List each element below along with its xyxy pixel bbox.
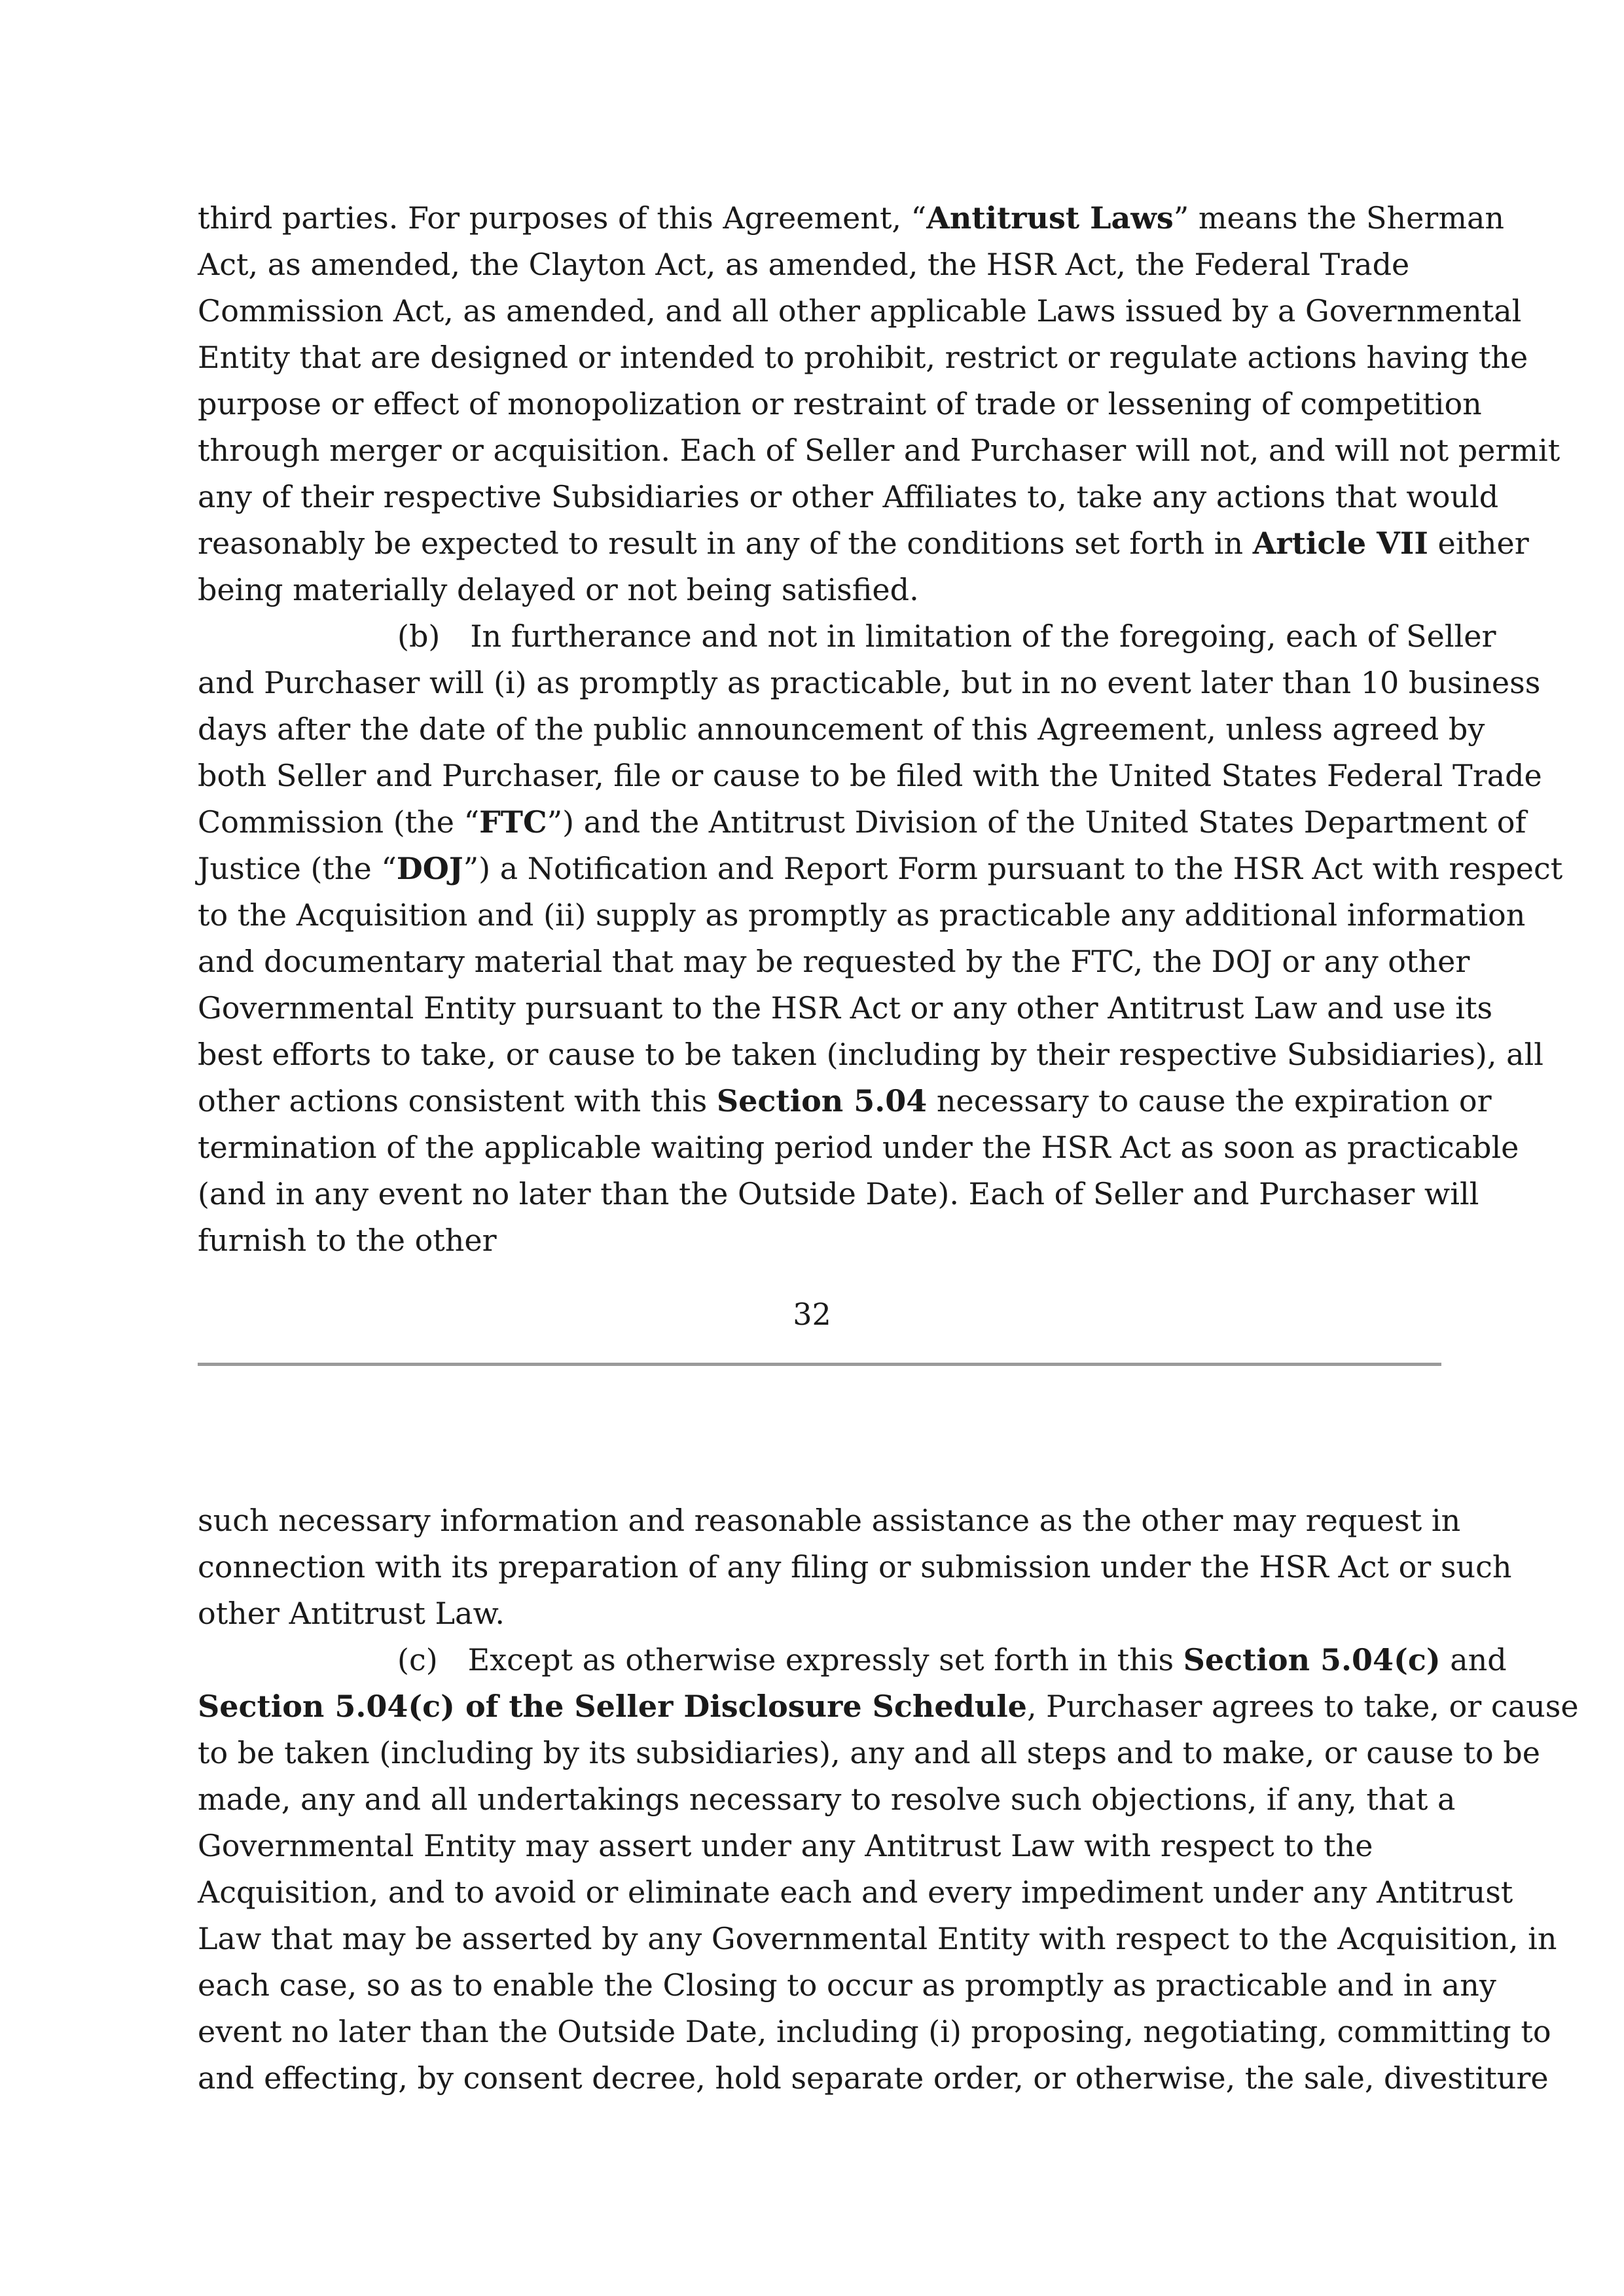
- text-line: best efforts to take, or cause to be taken (including by their respective Subsidiaries), all: [198, 1037, 1543, 1072]
- text-line: Commission Act, as amended, and all other applicable Laws issued by a Governmental: [198, 293, 1522, 329]
- text-line: days after the date of the public announcement of this Agreement, unless agreed by: [198, 711, 1485, 747]
- defined-term: DOJ: [396, 851, 463, 886]
- defined-term: Antitrust Laws: [926, 200, 1174, 236]
- text-line: Act, as amended, the Clayton Act, as amended, the HSR Act, the Federal Trade: [198, 247, 1410, 282]
- text-line: furnish to the other: [198, 1223, 497, 1258]
- defined-term: Article VII: [1252, 526, 1428, 561]
- paragraph-c-start: (c) Except as otherwise expressly set forth in this Section 5.04(c) and: [397, 1642, 1507, 1677]
- text-line: termination of the applicable waiting period under the HSR Act as soon as practicable: [198, 1130, 1519, 1165]
- text-line: Entity that are designed or intended to prohibit, restrict or regulate actions having the: [198, 340, 1528, 375]
- text-line: (and in any event no later than the Outside Date). Each of Seller and Purchaser will: [198, 1176, 1479, 1211]
- text-line: Acquisition, and to avoid or eliminate each and every impediment under any Antitrust: [198, 1874, 1513, 1910]
- defined-term: Section 5.04(c): [1183, 1642, 1441, 1677]
- text-line: and Purchaser will (i) as promptly as practicable, but in no event later than 10 business: [198, 665, 1541, 700]
- text-line: being materially delayed or not being satisfied.: [198, 572, 919, 607]
- text-line: other actions consistent with this Section 5.04 necessary to cause the expiration or: [198, 1083, 1492, 1119]
- text-line: and effecting, by consent decree, hold separate order, or otherwise, the sale, divestiture: [198, 2060, 1549, 2096]
- defined-term: Section 5.04: [716, 1083, 928, 1119]
- text-line: each case, so as to enable the Closing to occur as promptly as practicable and in any: [198, 1967, 1496, 2003]
- text-line: other Antitrust Law.: [198, 1596, 505, 1631]
- text-line: Commission (the “FTC”) and the Antitrust Division of the United States Department of: [198, 804, 1526, 840]
- text-line: third parties. For purposes of this Agreement, “Antitrust Laws” means the Sherman: [198, 200, 1505, 236]
- page-32-body: [198, 195, 1563, 1264]
- text-line: both Seller and Purchaser, file or cause to be filed with the United States Federal Trade: [198, 758, 1542, 793]
- defined-term: Section 5.04(c) of the Seller Disclosure Schedule: [198, 1689, 1027, 1724]
- text-line: purpose or effect of monopolization or restraint of trade or lessening of competition: [198, 386, 1482, 422]
- page-break-divider: [198, 1363, 1441, 1366]
- text-line: event no later than the Outside Date, including (i) proposing, negotiating, committing to: [198, 2014, 1551, 2049]
- text-line: reasonably be expected to result in any of the conditions set forth in Article VII either: [198, 526, 1529, 561]
- text-line: to the Acquisition and (ii) supply as promptly as practicable any additional information: [198, 897, 1526, 933]
- text-line: Justice (the “DOJ”) a Notification and Report Form pursuant to the HSR Act with respect: [198, 851, 1563, 886]
- paragraph-b-start: (b) In furtherance and not in limitation of the foregoing, each of Seller: [397, 619, 1496, 654]
- text-line: Section 5.04(c) of the Seller Disclosure Schedule, Purchaser agrees to take, or cause: [198, 1689, 1579, 1724]
- text-line: any of their respective Subsidiaries or other Affiliates to, take any actions that would: [198, 479, 1499, 514]
- text-line: Governmental Entity pursuant to the HSR Act or any other Antitrust Law and use its: [198, 990, 1493, 1026]
- text-line: to be taken (including by its subsidiaries), any and all steps and to make, or cause to be: [198, 1735, 1540, 1770]
- defined-term: FTC: [479, 804, 547, 840]
- text-line: made, any and all undertakings necessary to resolve such objections, if any, that a: [198, 1782, 1456, 1817]
- text-line: connection with its preparation of any filing or submission under the HSR Act or such: [198, 1549, 1512, 1585]
- page-33-body: [198, 1498, 1579, 2102]
- page-number: 32: [793, 1297, 831, 1332]
- text-line: through merger or acquisition. Each of Seller and Purchaser will not, and will not permit: [198, 433, 1561, 468]
- text-line: such necessary information and reasonable assistance as the other may request in: [198, 1503, 1461, 1538]
- text-line: Governmental Entity may assert under any Antitrust Law with respect to the: [198, 1828, 1373, 1863]
- text-line: Law that may be asserted by any Governmental Entity with respect to the Acquisition, in: [198, 1921, 1557, 1956]
- text-line: and documentary material that may be requested by the FTC, the DOJ or any other: [198, 944, 1470, 979]
